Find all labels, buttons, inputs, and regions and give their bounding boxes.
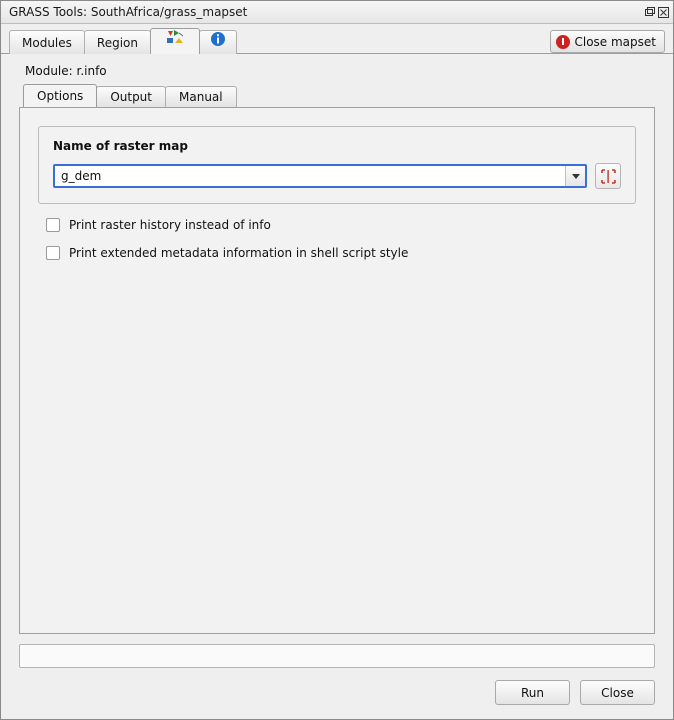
top-tabs	[9, 28, 550, 54]
raster-map-row	[53, 163, 621, 189]
close-icon[interactable]	[658, 7, 669, 18]
inner-tab-strip	[1, 84, 673, 107]
close-button-label: Close	[601, 685, 634, 700]
top-tab-strip	[1, 24, 673, 54]
tab-info[interactable]	[199, 30, 237, 54]
tab-manual[interactable]	[165, 86, 237, 107]
tab-options-label: Options	[37, 89, 84, 103]
close-button[interactable]	[580, 680, 655, 705]
checkbox-print-metadata[interactable]	[46, 232, 654, 260]
raster-map-combo[interactable]	[53, 164, 587, 188]
run-button-label: Run	[520, 685, 544, 700]
stop-icon	[556, 35, 570, 49]
tab-output[interactable]	[96, 86, 166, 107]
checkbox-print-history-box[interactable]	[46, 218, 60, 232]
checkbox-print-metadata-label: Print extended metadata information in shell script style	[69, 246, 409, 260]
checkbox-print-history-label: Print raster history instead of info	[69, 218, 271, 232]
footer-buttons	[1, 668, 673, 719]
window-title: GRASS Tools: SouthAfrica/grass_mapset	[9, 5, 248, 19]
status-bar	[19, 644, 655, 668]
close-mapset-button[interactable]	[550, 30, 665, 53]
options-panel	[19, 107, 655, 634]
tab-region-label: Region	[96, 36, 138, 50]
tab-modules-label: Modules	[22, 36, 72, 50]
info-icon	[210, 31, 226, 55]
restore-icon[interactable]	[644, 7, 655, 18]
module-title: Module: r.info	[25, 64, 107, 78]
grass-module-icon	[165, 29, 185, 54]
window-controls	[644, 7, 669, 18]
checkbox-print-history[interactable]	[46, 204, 654, 232]
tab-options[interactable]	[23, 84, 97, 107]
raster-map-input[interactable]: g_dem	[61, 169, 102, 183]
tab-manual-label: Manual	[179, 90, 223, 104]
title-bar	[1, 1, 673, 24]
tab-region[interactable]	[84, 30, 151, 54]
tab-output-label: Output	[110, 90, 152, 104]
checkbox-print-metadata-box[interactable]	[46, 246, 60, 260]
close-mapset-label: Close mapset	[574, 34, 656, 49]
chevron-down-icon[interactable]	[565, 166, 585, 186]
raster-map-group	[38, 126, 636, 204]
module-content	[1, 53, 673, 719]
tab-module-icon[interactable]	[150, 28, 200, 54]
tab-modules[interactable]	[9, 30, 85, 54]
raster-map-group-title: Name of raster map	[53, 139, 188, 153]
map-extent-icon[interactable]	[595, 163, 621, 189]
run-button[interactable]	[495, 680, 570, 705]
